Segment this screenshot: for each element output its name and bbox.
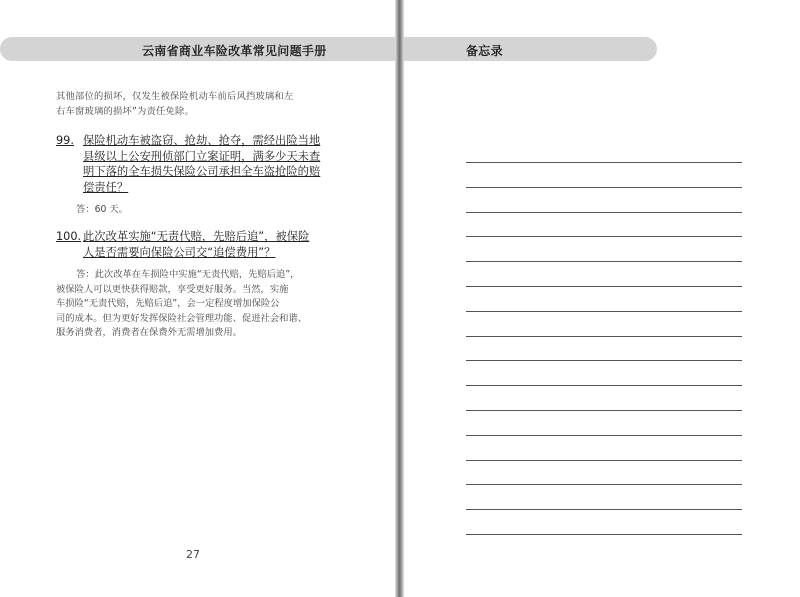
right-header-title: 备忘录 [466,44,503,58]
question-line: 偿责任？ [83,180,129,194]
memo-rule-line [466,261,742,262]
answer-line: 服务消费者，消费者在保费外无需增加费用。 [56,327,242,339]
memo-rule-line [466,212,742,213]
memo-rule-line [466,534,742,535]
memo-rule-line [466,460,742,461]
memo-rule-line [466,162,742,163]
question-number: 99. [56,134,74,147]
intro-line: 其他部位的损坏，仅发生被保险机动车前后风挡玻璃和左 [56,91,294,102]
book-gutter [395,0,404,597]
answer-line: 车损险“无责代赔，先赔后追”，会一定程度增加保险公 [56,298,280,310]
page-number: 27 [186,548,200,561]
memo-rule-line [466,509,742,510]
answer-99: 答：60 天。 [76,204,128,215]
memo-rule-line [466,236,742,237]
memo-rule-line [466,286,742,287]
memo-rule-line [466,311,742,312]
memo-rule-line [466,410,742,411]
answer-100 [56,268,336,341]
memo-rule-line [466,360,742,361]
right-header-band [404,37,657,61]
right-page [404,0,800,597]
memo-rule-line [466,385,742,386]
question-number: 100. [56,230,82,243]
intro-paragraph [56,89,334,119]
question-line: 保险机动车被盗窃、抢劫、抢夺，需经出险当地 [83,134,321,147]
memo-rule-line [466,187,742,188]
question-line: 县级以上公安刑侦部门立案证明，满多少天未查 [83,149,321,163]
question-100 [56,229,336,260]
answer-line: 司的成本。但为更好发挥保险社会管理功能、促进社会和谐、 [56,312,308,324]
question-line: 明下落的全车损失保险公司承担全车盗抢险的赔 [83,165,321,178]
memo-rule-line [466,435,742,436]
question-line: 此次改革实施“无责代赔，先赔后追”，被保险 [83,230,310,243]
memo-rule-line [466,484,742,485]
memo-rule-line [466,336,742,337]
answer-line: 答：此次改革在车损险中实施“无责代赔，先赔后追”， [76,269,300,280]
question-99 [56,133,336,195]
intro-line: 右车窗玻璃的损坏”为责任免除。 [56,106,194,117]
left-header-title: 云南省商业车险改革常见问题手册 [142,44,327,58]
question-line: 人是否需要向保险公司交“追偿费用”？ [83,245,276,259]
answer-line: 被保险人可以更快获得赔款，享受更好服务。当然，实施 [56,283,289,295]
